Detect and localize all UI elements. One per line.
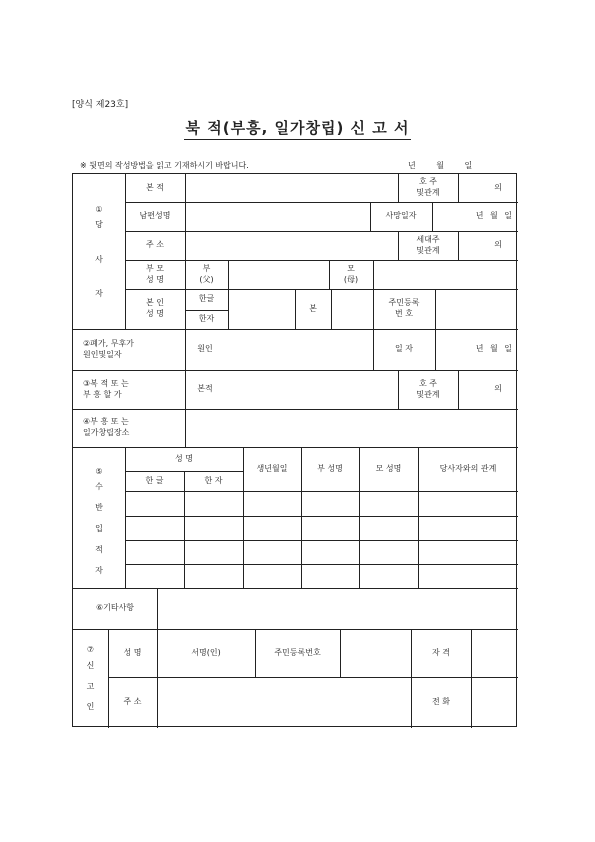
report-date: 년 월 일 bbox=[408, 161, 473, 170]
birth-header: 생년월일 bbox=[256, 463, 288, 473]
hanja-label: 한자 bbox=[198, 314, 215, 324]
section7-number: ⑦ bbox=[86, 644, 95, 654]
table-row[interactable] bbox=[125, 516, 518, 540]
householder-relation-label: 세대주 및관계 bbox=[416, 234, 440, 255]
section3-hoju-relation-label: 호 주 및관계 bbox=[416, 378, 440, 399]
hoju-relation-label: 호 주 및관계 bbox=[416, 177, 440, 197]
address-label: 주 소 bbox=[146, 240, 164, 250]
form-title-wrap bbox=[0, 117, 595, 138]
self-name-label: 본 인 성 명 bbox=[146, 298, 164, 318]
date-input[interactable]: 년 월 일 bbox=[475, 344, 512, 354]
section5-number: ⑤ bbox=[95, 466, 103, 476]
death-date-label: 사망일자 bbox=[385, 211, 417, 221]
section6-label: ⑥기타사항 bbox=[95, 603, 135, 613]
hanja-header: 한 자 bbox=[204, 475, 223, 485]
section1-label-char: 자 bbox=[95, 289, 103, 298]
hangul-label: 한글 bbox=[198, 294, 215, 304]
section7-label-char: 인 bbox=[86, 702, 95, 711]
reporter-resident-no-label: 주민등록번호 bbox=[274, 647, 321, 657]
name-header: 성 명 bbox=[175, 453, 193, 463]
instruction-notice: ※ 뒷면의 작성방법을 읽고 기재하시기 바랍니다. bbox=[80, 161, 249, 170]
section7-label-char: 신 bbox=[86, 661, 95, 670]
self-name-input[interactable] bbox=[228, 289, 295, 329]
bonjeok-input[interactable] bbox=[185, 174, 398, 202]
father-name-header: 부 성명 bbox=[317, 463, 343, 473]
hoju-relation-input[interactable]: 의 bbox=[494, 182, 502, 192]
phone-label: 전 화 bbox=[432, 697, 450, 707]
section7-label-char: 고 bbox=[86, 681, 95, 691]
relation-header: 당사자와의 관계 bbox=[439, 463, 497, 473]
table-row[interactable] bbox=[125, 564, 518, 588]
section1-number: ① bbox=[95, 204, 103, 214]
reporter-resident-no-input[interactable] bbox=[340, 629, 411, 677]
qualification-label: 자 격 bbox=[432, 647, 450, 657]
death-date-input[interactable]: 년 월 일 bbox=[475, 211, 512, 221]
householder-relation-input[interactable]: 의 bbox=[494, 240, 502, 250]
table-row[interactable] bbox=[125, 540, 518, 564]
section1-label bbox=[73, 219, 125, 299]
phone-input[interactable] bbox=[471, 677, 518, 728]
section5-label-char: 반 bbox=[95, 503, 103, 512]
section5-label-char: 자 bbox=[95, 566, 103, 575]
section3-label: ③복 적 또 는 부 흥 할 가 bbox=[83, 378, 129, 399]
section4-label: ④부 흥 또 는 일가창립장소 bbox=[83, 417, 130, 437]
reporter-address-label: 주 소 bbox=[123, 697, 142, 707]
section7-label bbox=[73, 660, 108, 712]
signature-field[interactable]: 서명(인) bbox=[191, 647, 221, 657]
section5-label bbox=[73, 481, 125, 576]
section5-label-char: 입 bbox=[95, 524, 103, 533]
mother-name-input[interactable] bbox=[373, 260, 518, 289]
reporter-name-label: 성 명 bbox=[123, 647, 142, 657]
form-title: 북 적(부흥, 일가창립) 신 고 서 bbox=[184, 119, 412, 140]
table-row[interactable] bbox=[125, 491, 518, 516]
section5-label-char: 수 bbox=[95, 482, 103, 491]
bon-input[interactable] bbox=[331, 289, 373, 329]
section1-label-char: 사 bbox=[95, 254, 103, 264]
address-input[interactable] bbox=[185, 231, 398, 260]
section4-place-input[interactable] bbox=[185, 409, 518, 447]
section3-bonjeok-input[interactable] bbox=[225, 370, 398, 409]
qualification-input[interactable] bbox=[471, 629, 518, 677]
bon-label: 본 bbox=[309, 303, 317, 313]
section3-bonjeok-label: 본적 bbox=[197, 384, 213, 394]
father-label: 부 (父) bbox=[199, 263, 214, 284]
cause-input[interactable] bbox=[225, 329, 373, 370]
reporter-address-input[interactable] bbox=[157, 677, 411, 728]
section1-label-char: 당 bbox=[95, 220, 103, 229]
parents-name-label: 부 모 성 명 bbox=[146, 263, 164, 284]
hangul-header: 한 글 bbox=[145, 475, 164, 485]
mother-name-header: 모 성명 bbox=[375, 463, 402, 473]
form-number: [양식 제23호] bbox=[72, 100, 129, 110]
bonjeok-label: 본 적 bbox=[146, 182, 164, 192]
cause-label: 원인 bbox=[197, 344, 213, 354]
date-label: 일 자 bbox=[395, 344, 413, 354]
mother-label: 모 (母) bbox=[343, 263, 359, 284]
section5-label-char: 적 bbox=[95, 545, 103, 554]
report-form-table bbox=[72, 173, 517, 727]
section2-label: ②폐가, 무후가 원인및일자 bbox=[83, 338, 134, 359]
resident-no-label: 주민등록 번 호 bbox=[388, 298, 420, 318]
spouse-name-label: 남편성명 bbox=[139, 211, 171, 221]
resident-no-input[interactable] bbox=[435, 289, 518, 329]
spouse-name-input[interactable] bbox=[185, 202, 370, 231]
section3-hoju-relation-input[interactable]: 의 bbox=[494, 384, 502, 394]
other-notes-input[interactable] bbox=[157, 588, 518, 629]
father-name-input[interactable] bbox=[228, 260, 329, 289]
